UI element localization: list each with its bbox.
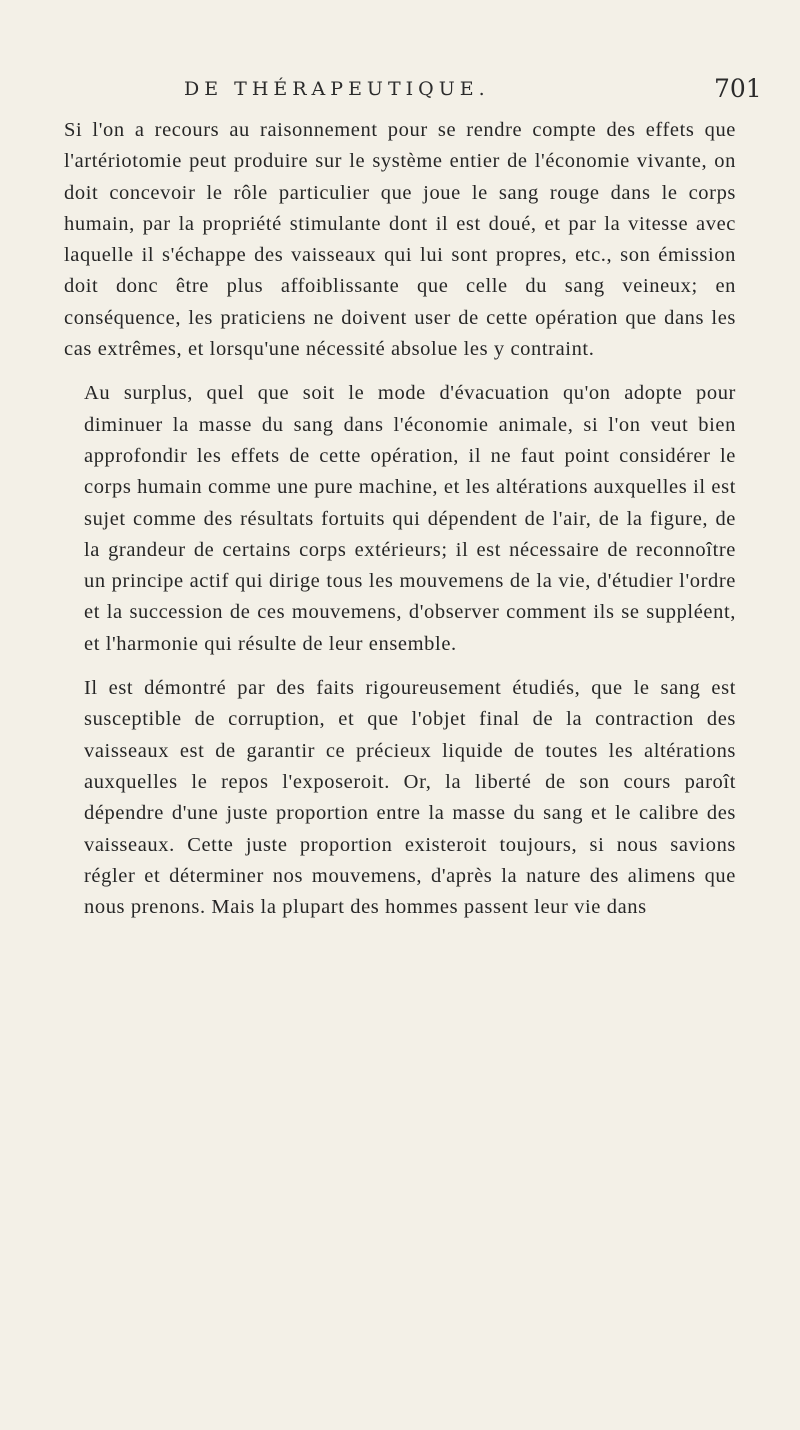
page-number: 701 <box>714 74 762 103</box>
page-body <box>64 115 736 923</box>
paragraph-1: Si l'on a recours au raisonnement pour se rendre compte des effets que l'artériotomie peut produire sur le système entier de l'économie vivante, on doit concevoir le rôle particulier que joue le sang rouge dans le corps humain, par la propriété stimulante dont il est doué, et par la vitesse avec laquelle il s'échappe des vaisseaux qui lui sont propres, etc., son émission doit donc être plus affoiblissante que celle du sang veineux; en conséquence, les praticiens ne doivent user de cette opération que dans les cas extrêmes, et lorsqu'une nécessité absolue les y contraint. <box>64 119 736 361</box>
running-title: DE THÉRAPEUTIQUE. <box>184 78 490 100</box>
paragraph-3: Il est démontré par des faits rigoureusement étudiés, que le sang est susceptible de corruption, et que l'objet final de la contraction des vaisseaux est de garantir ce précieux liquide de toutes les altérations auxquelles le repos l'exposeroit. Or, la liberté de son cours paroît dépendre d'une juste proportion entre la masse du sang et le calibre des vaisseaux. Cette juste proportion existeroit toujours, si nous savions régler et déterminer nos mouvemens, d'après la nature des alimens que nous prenons. Mais la plupart des hommes passent leur vie dans <box>84 677 736 919</box>
paragraph-2: Au surplus, quel que soit le mode d'évacuation qu'on adopte pour diminuer la masse du sang dans l'économie animale, si l'on veut bien approfondir les effets de cette opération, il ne faut point considérer le corps humain comme une pure machine, et les altérations auxquelles il est sujet comme des résultats fortuits qui dépendent de l'air, de la figure, de la grandeur de certains corps extérieurs; il est nécessaire de reconnoître un principe actif qui dirige tous les mouvemens de la vie, d'étudier l'ordre et la succession de ces mouvemens, d'observer comment ils se suppléent, et l'harmonie qui résulte de leur ensemble. <box>84 382 736 655</box>
